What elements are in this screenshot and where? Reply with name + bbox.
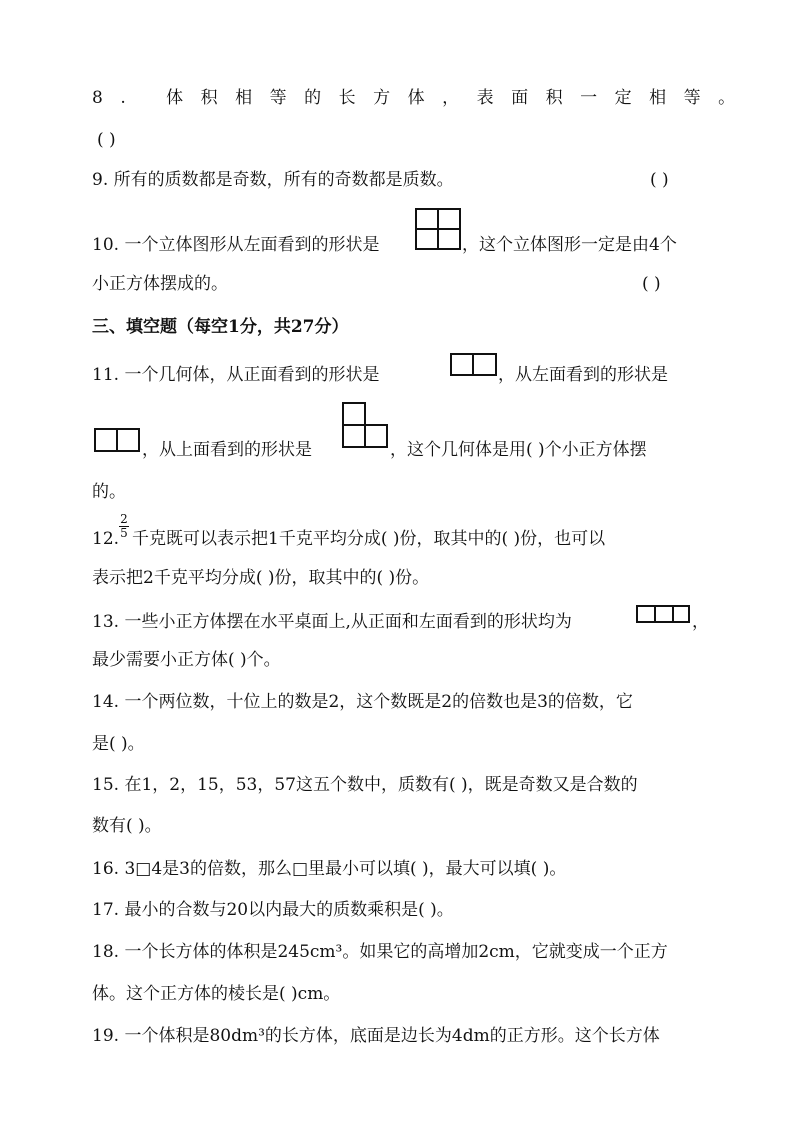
question-13-text-line2: 最少需要小正方体( )个。 — [92, 650, 281, 670]
fraction-denominator: 5 — [120, 526, 128, 540]
question-12-text-line2: 表示把2千克平均分成( )份，取其中的( )份。 — [92, 568, 430, 588]
question-12-text-line1: 千克既可以表示把1千克平均分成( )份，取其中的( )份，也可以 — [132, 529, 606, 549]
question-12-fraction — [118, 513, 130, 540]
question-11-text-c: ，从上面看到的形状是 — [142, 440, 312, 460]
question-14-text-line2: 是( )。 — [92, 734, 145, 754]
question-13-text-b: ， — [692, 612, 709, 632]
question-9-text: 9. 所有的质数都是奇数，所有的奇数都是质数。 — [92, 170, 454, 190]
question-19-text-line1: 19. 一个体积是80dm³的长方体，底面是边长为4dm的正方形。这个长方体 — [92, 1026, 660, 1046]
question-11-text-line3: 的。 — [92, 482, 126, 502]
question-13-text-a: 13. 一些小正方体摆在水平桌面上,从正面和左面看到的形状均为 — [92, 612, 572, 632]
fraction-numerator: 2 — [120, 512, 128, 526]
question-12-number: 12. — [92, 529, 120, 549]
question-15-text-line1: 15. 在1，2，15，53，57这五个数中，质数有( )，既是奇数又是合数的 — [92, 775, 638, 795]
question-11-front-view-figure — [450, 353, 497, 376]
question-16-text: 16. 3□4是3的倍数，那么□里最小可以填( )，最大可以填( )。 — [92, 859, 567, 879]
question-8-text: 8. 体积相等的长方体，表面积一定相等。 — [92, 88, 753, 108]
question-11-text-b: ，从左面看到的形状是 — [498, 365, 668, 385]
question-11-text-d: ，这个几何体是用( )个小正方体摆 — [390, 440, 647, 460]
question-9-answer-paren: ( ) — [650, 170, 669, 190]
question-10-text-b: ，这个立体图形一定是由4个 — [462, 235, 677, 255]
question-18-text-line1: 18. 一个长方体的体积是245cm³。如果它的高增加2cm，它就变成一个正方 — [92, 942, 668, 962]
question-15-text-line2: 数有( )。 — [92, 816, 162, 836]
question-10-left-view-figure — [415, 208, 461, 250]
question-11-left-view-figure — [94, 428, 140, 452]
question-10-answer-paren: ( ) — [642, 274, 661, 294]
section-3-heading: 三、填空题（每空1分，共27分） — [92, 317, 349, 337]
question-18-text-line2: 体。这个正方体的棱长是( )cm。 — [92, 984, 341, 1004]
question-10-text-a: 10. 一个立体图形从左面看到的形状是 — [92, 235, 380, 255]
question-11-top-view-figure — [342, 402, 388, 448]
question-14-text-line1: 14. 一个两位数，十位上的数是2，这个数既是2的倍数也是3的倍数，它 — [92, 692, 633, 712]
question-8-answer-paren: ( ) — [97, 130, 116, 150]
question-10-text-line2: 小正方体摆成的。 — [92, 274, 228, 294]
question-17-text: 17. 最小的合数与20以内最大的质数乘积是( )。 — [92, 900, 454, 920]
question-13-view-figure — [636, 605, 690, 623]
question-11-text-a: 11. 一个几何体，从正面看到的形状是 — [92, 365, 380, 385]
